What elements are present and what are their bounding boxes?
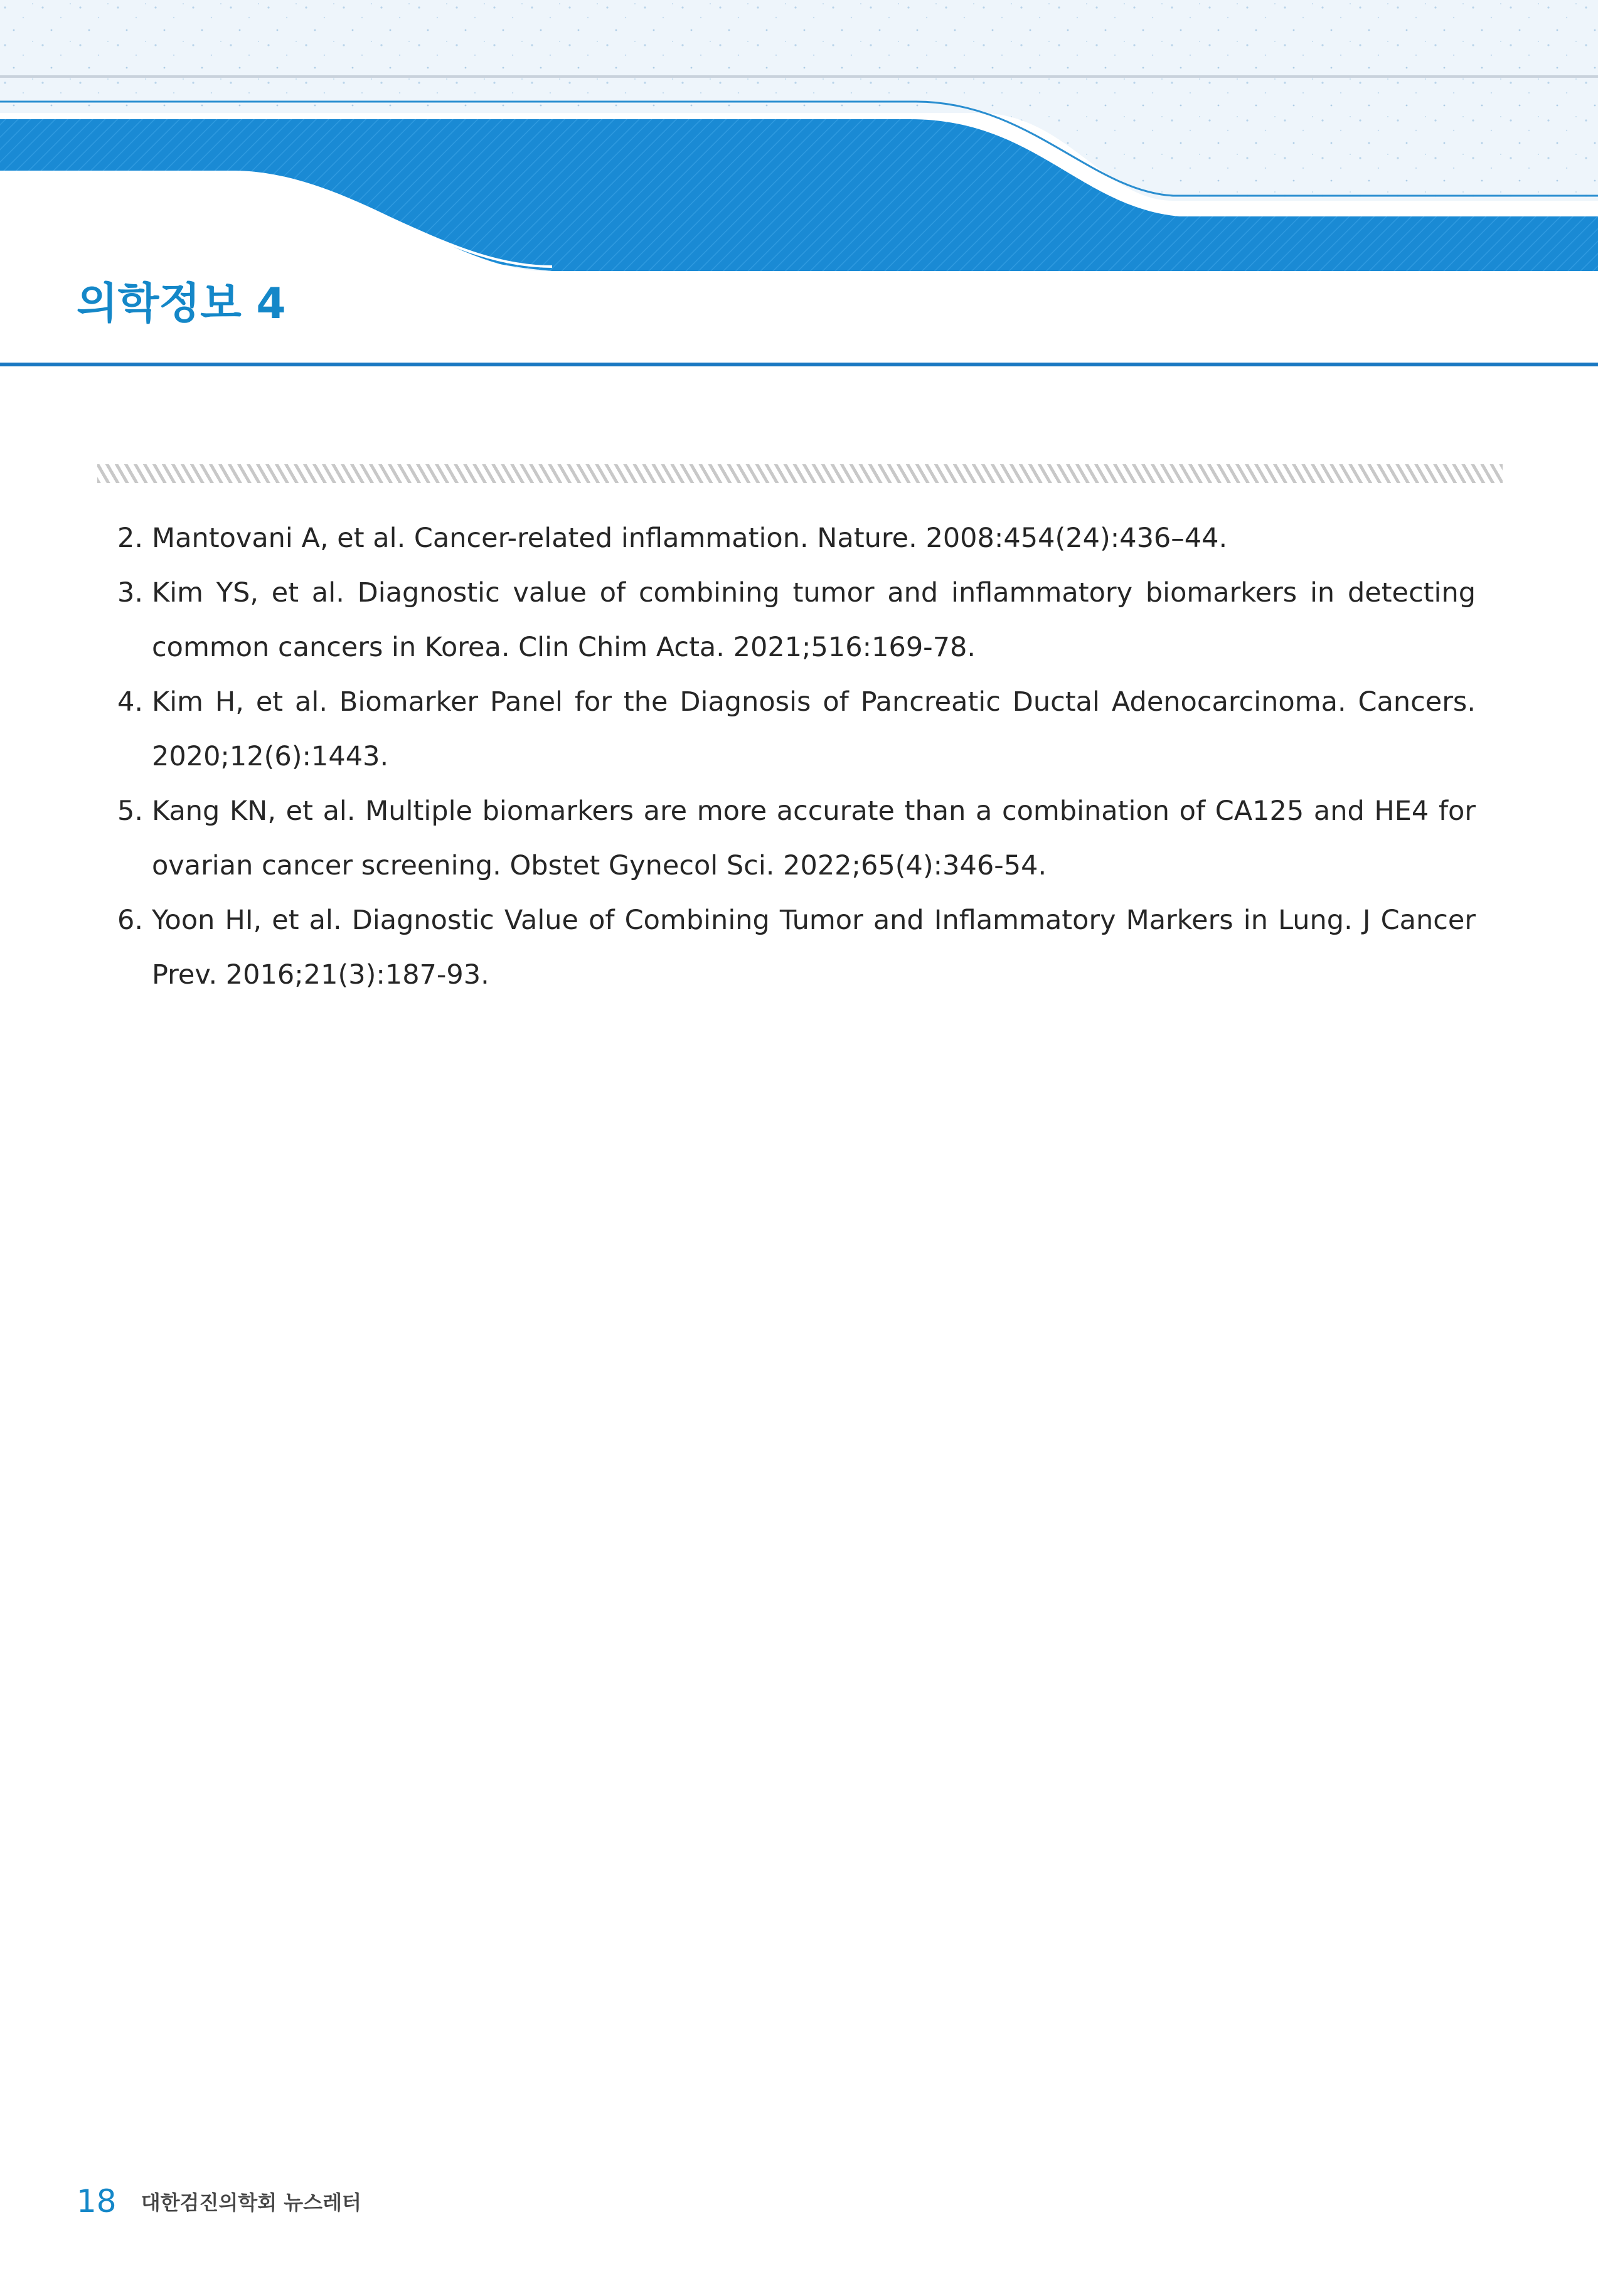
reference-number: 6.: [117, 905, 144, 936]
reference-text: Mantovani A, et al. Cancer-related inflammation. Nature. 2008:454(24):436–44.: [152, 523, 1228, 554]
section-title: 의학정보 4: [77, 279, 286, 329]
reference-number: 2.: [117, 523, 144, 554]
reference-number: 5.: [117, 795, 144, 827]
header-wave-banner: [0, 0, 1598, 276]
page-footer: [77, 2183, 361, 2219]
reference-text: Kim YS, et al. Diagnostic value of combining tumor and inflammatory biomarkers in detecting common cancers in Korea. Clin Chim Acta. 2021;516:169-78.: [152, 577, 1476, 663]
reference-number: 3.: [117, 577, 144, 609]
reference-text: Kang KN, et al. Multiple biomarkers are more accurate than a combination of CA125 and HE4 for ovarian cancer screening. Obstet Gynecol Sci. 2022;65(4):346-54.: [152, 795, 1476, 881]
reference-item: [117, 784, 1476, 893]
title-underline: [0, 363, 1598, 366]
reference-item: [117, 511, 1476, 566]
reference-number: 4.: [117, 686, 144, 718]
reference-list: [117, 511, 1476, 1002]
reference-item: [117, 893, 1476, 1002]
page-number: 18: [77, 2183, 117, 2219]
hatched-divider: [97, 464, 1503, 483]
reference-item: [117, 675, 1476, 784]
reference-text: Yoon HI, et al. Diagnostic Value of Combining Tumor and Inflammatory Markers in Lung. J Cancer Prev. 2016;21(3):187-93.: [152, 905, 1476, 991]
reference-text: Kim H, et al. Biomarker Panel for the Diagnosis of Pancreatic Ductal Adenocarcinoma. Cancers. 2020;12(6):1443.: [152, 686, 1476, 772]
publication-name: 대한검진의학회 뉴스레터: [141, 2191, 361, 2214]
reference-item: [117, 566, 1476, 675]
